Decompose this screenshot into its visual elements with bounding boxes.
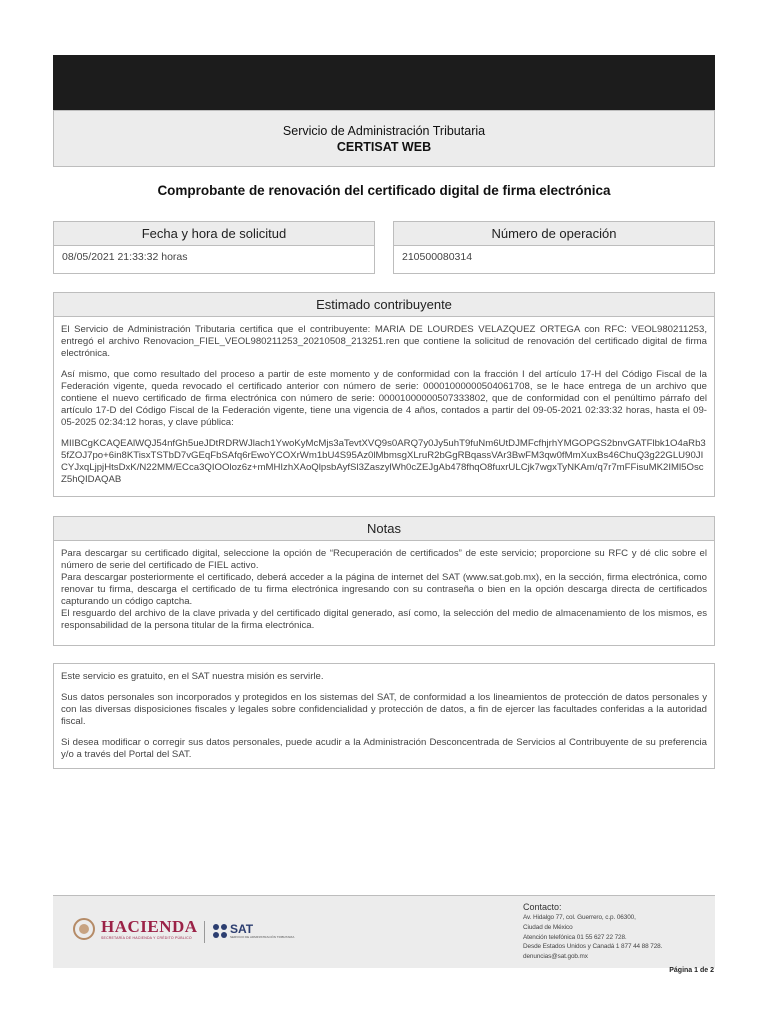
contact-address: Av. Hidalgo 77, col. Guerrero, c.p. 06300, — [523, 914, 636, 921]
notes-line: Para descargar su certificado digital, seleccione la opción de “Recuperación de certificados” de este servicio; proporcione su RFC y dé clic sobre el número de serie del certificado de FIEL activo. — [61, 548, 707, 571]
privacy-text: Sus datos personales son incorporados y protegidos en los sistemas del SAT, de conformidad a los lineamientos de protección de datos personales y con las diversas disposiciones fiscales y legales sobre confidencialidad y protección de datos, a fin de ejercer las facultades conferidas a la autoridad fiscal. — [61, 692, 707, 727]
sat-logo — [213, 923, 294, 939]
public-key: MIIBCgKCAQEAlWQJ54nfGh5ueJDtRDRWJlach1YwoKyMcMjs3aTevtXVQ9s0ARQ7y0Jy5uhT9fuNm6UtDJMFcfhjrhYMGOPGS2bnvGATFlbk1O4aRb35fZOJ7po+6in8KTisxTSTbD7vGEqFbSAfq6rEwoYCOXrWm1bU4S95Az0lMbmsgXLruR2bGgRBqassVAr3BwFM3qw0fMmXuxBs46ChuQ3g22GLU90JICYJxqLjpjHtsDxK/N22MM/ECca3QIOOloz6z+mMHIzhXAoQlpsbAyfSl3ZaszylWh0cZEJgAb478fhqO8fuxrULCjk7wgxTyNKAm/q7r7mFFisuMK2IMl5OscZ5hQIDAQAB — [61, 438, 706, 485]
sat-logo-text: SAT — [230, 922, 254, 936]
sat-dots-icon — [213, 924, 227, 938]
notes-line: Para descargar posteriormente el certificado, deberá acceder a la página de internet del SAT (www.sat.gob.mx), en la sección, firma electrónica, como renovar tu firma, descarga el certificado de tu firma electrónica ingresando con su contraseña o bien en la opción descarga directa de certificados capturando un código captcha. — [61, 572, 707, 607]
free-service-text: Este servicio es gratuito, en el SAT nuestra misión es servirle. — [61, 671, 324, 682]
request-date-box — [53, 221, 375, 274]
footer — [53, 895, 715, 968]
seal-icon — [73, 918, 95, 940]
certification-paragraph: El Servicio de Administración Tributaria certifica que el contribuyente: MARIA DE LOURDES VELAZQUEZ ORTEGA con RFC: VEOL980211253, entregó el archivo Renovacion_FIEL_VEOL980211253_20210508_213251.ren que contiene la solicitud de renovación del certificado digital de firma electrónica. — [61, 324, 707, 359]
contact-city: Ciudad de México — [523, 923, 573, 931]
service-name: CERTISAT WEB — [336, 140, 432, 154]
contact-info — [523, 902, 713, 962]
hacienda-logo-subtext: SECRETARÍA DE HACIENDA Y CRÉDITO PÚBLICO — [101, 936, 192, 940]
page-number: Página 1 de 2 — [669, 967, 714, 974]
contact-email[interactable]: denuncias@sat.gob.mx — [523, 953, 588, 961]
operation-number-box — [393, 221, 715, 274]
disclaimer-box — [53, 663, 715, 769]
institution-header — [53, 110, 715, 167]
contact-phone: Atención telefónica 01 55 627 22 728. — [523, 933, 627, 941]
contact-title: Contacto: — [523, 902, 562, 912]
header-bar — [53, 55, 715, 110]
hacienda-logo — [73, 918, 198, 940]
notes-line: El resguardo del archivo de la clave privada y del certificado digital generado, así como, la selección del medio de almacenamiento de los mismos, es responsabilidad de la persona titular de la firma electrónica. — [61, 608, 707, 631]
institution-name: Servicio de Administración Tributaria — [282, 124, 486, 138]
taxpayer-box — [53, 292, 715, 497]
notes-box — [53, 516, 715, 646]
taxpayer-label: Estimado contribuyente — [54, 293, 714, 317]
logo-divider — [204, 921, 205, 943]
request-date-value: 08/05/2021 21:33:32 horas — [62, 251, 188, 263]
contact-phone-us: Desde Estados Unidos y Canadá 1 877 44 88 728. — [523, 943, 663, 951]
notes-label: Notas — [54, 517, 714, 541]
data-correction-text: Si desea modificar o corregir sus datos personales, puede acudir a la Administración Desconcentrada de Servicios al Contribuyente de su preferencia y/o a través del Portal del SAT. — [61, 737, 707, 760]
operation-number-value: 210500080314 — [402, 251, 473, 263]
document-title: Comprobante de renovación del certificado digital de firma electrónica — [157, 183, 611, 198]
operation-number-label: Número de operación — [394, 222, 714, 246]
hacienda-logo-text: HACIENDA — [101, 917, 198, 936]
sat-logo-subtext: SERVICIO DE ADMINISTRACIÓN TRIBUTARIA — [230, 935, 295, 939]
revocation-paragraph: Así mismo, que como resultado del proceso a partir de este momento y de conformidad con la fracción I del artículo 17-H del Código Fiscal de la Federación vigente, queda revocado el certificado anterior con número de serie: 00001000000504061708, se le hace entrega de un archivo que contiene el nuevo certificado de firma electrónica con número de serie: 00001000000507333802, que de conformidad con el penúltimo párrafo del artículo 17-D del Código Fiscal de la Federación vigente, tiene una vigencia de 4 años, contados a partir del 09-05-2021 02:33:32 horas, hasta el 09-05-2025 02:34:12 horas, y clave pública: — [61, 369, 707, 428]
request-date-label: Fecha y hora de solicitud — [54, 222, 374, 246]
